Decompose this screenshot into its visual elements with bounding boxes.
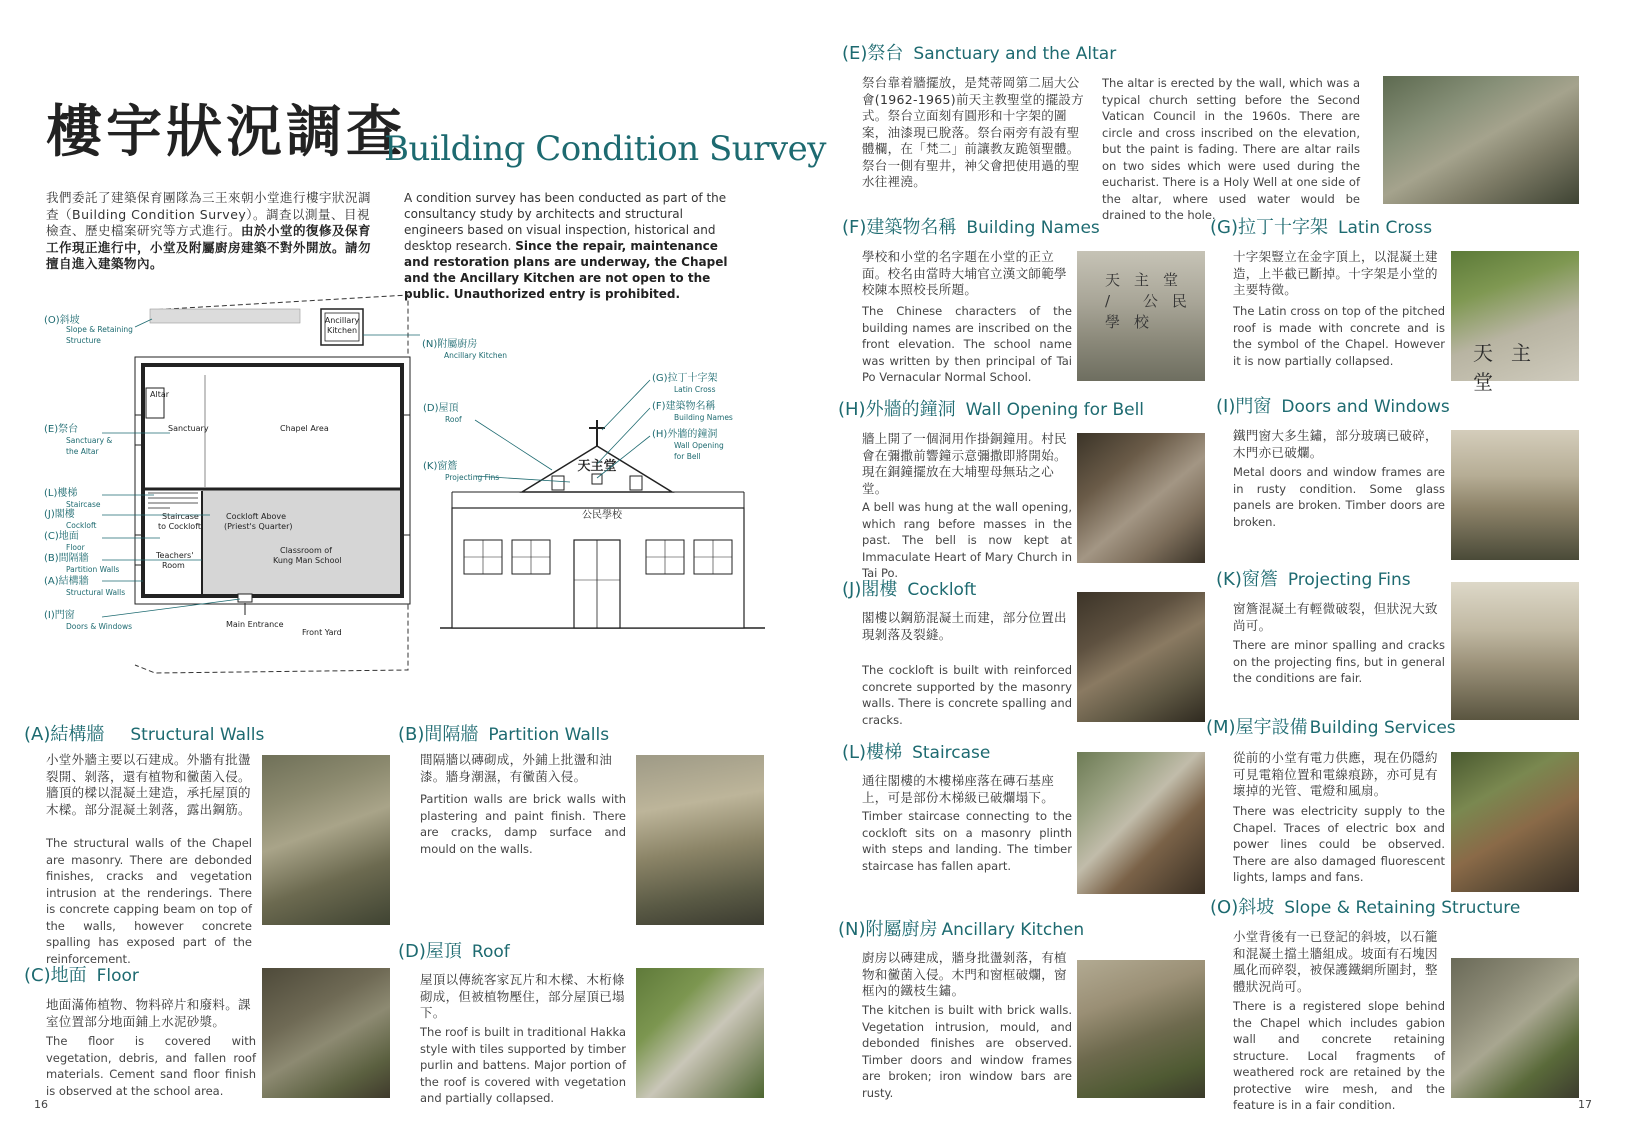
section-f-en: The Chinese characters of the building names are inscribed on the front elevation. The school name was written by then principal of Tai Po Vernacular Normal School. bbox=[862, 304, 1072, 384]
section-i-en: Metal doors and window frames are in rusty condition. Some glass panels are broken. Timber doors are broken. bbox=[1233, 465, 1445, 529]
page-title-en: Building Condition Survey bbox=[384, 129, 826, 169]
section-g-title: (G)拉丁十字架 Latin Cross bbox=[1210, 217, 1433, 238]
section-j-zh: 閣樓以鋼筋混凝土而建，部分位置出現剝落及裂縫。 bbox=[862, 610, 1067, 642]
plan-label-e: (E)祭台 Sanctuary & the Altar bbox=[44, 424, 113, 456]
photo-roof bbox=[636, 968, 764, 1098]
plan-front-yard: Front Yard bbox=[302, 628, 342, 637]
plan-room-sanctuary: Sanctuary bbox=[168, 424, 209, 433]
section-d-title: (D)屋頂 Roof bbox=[398, 941, 510, 962]
plan-room-chapel: Chapel Area bbox=[280, 424, 329, 433]
section-b-en: Partition walls are brick walls with plastering and paint finish. There are cracks, damp surface and mould on the walls. bbox=[420, 792, 626, 856]
photo-slope bbox=[1451, 958, 1579, 1098]
section-o-title: (O)斜坡 Slope & Retaining Structure bbox=[1210, 897, 1521, 918]
section-k-zh: 窗簷混凝土有輕微破裂，但狀況大致尚可。 bbox=[1233, 601, 1438, 633]
section-i-zh: 鐵門窗大多生鏽，部分玻璃已破碎，木門亦已破爛。 bbox=[1233, 428, 1438, 460]
photo-partition-walls bbox=[636, 755, 764, 925]
section-a-title: (A)結構牆 Structural Walls bbox=[24, 724, 265, 745]
section-a-en: The structural walls of the Chapel are masonry. There are debonded finishes, cracks and vegetation intrusion at the renderings. There is concrete capping beam on top of the walls, however concrete spalling has exposed part of the reinforcement. bbox=[46, 836, 252, 966]
section-l-zh: 通往閣樓的木樓梯座落在磚石基座上，可是部份木梯級已破爛塌下。 bbox=[862, 773, 1055, 805]
intro-en: A condition survey has been conducted as part of the consultancy study by architects and structural engineers based on visual inspection, historical and desktop research. Since the repair, maintenance and restoration plans are underway, the Chapel and the Ancillary Kitchen are not open to the public. Unauthorized entry is prohibited. bbox=[404, 191, 728, 301]
section-e-title: (E)祭台 Sanctuary and the Altar bbox=[842, 43, 1117, 64]
plan-room-cockloft: Cockloft Above (Priest's Quarter) bbox=[224, 512, 293, 531]
plan-label-b: (B)間隔牆 Partition Walls bbox=[44, 553, 120, 574]
photo-sign-f: 天主堂 / 公民學校 bbox=[1105, 271, 1201, 331]
intro-zh: 我們委託了建築保育團隊為三王來朝小堂進行樓宇狀況調查（Building Condition Survey）。調查以測量、目視檢查、歷史檔案研究等方式進行。由於小堂的復修及保育工作現正進行中，小堂及附屬廚房建築不對外開放。請勿擅自進入建築物內。 bbox=[46, 190, 372, 271]
section-c-zh: 地面滿佈植物、物料碎片和廢料。課室位置部分地面鋪上水泥砂漿。 bbox=[46, 997, 251, 1029]
elevation-sign-bottom: 公民學校 bbox=[582, 510, 622, 521]
plan-room-kitchen: Ancillary Kitchen bbox=[324, 316, 360, 335]
section-c-en: The floor is covered with vegetation, debris, and fallen roof materials. Cement sand floor finish is observed at the school area. bbox=[46, 1034, 256, 1098]
section-e-zh: 祭台靠着牆擺放，是梵蒂岡第二屆大公會(1962-1965)前天主教聖堂的擺設方式。祭台立面刻有圓形和十字架的圖案，油漆現已脫落。祭台兩旁有設有聖體欄，在「梵二」前讓教友跪領聖體。祭台一側有聖井，神父會把使用過的聖水往裡澆。 bbox=[862, 75, 1084, 189]
section-c-title: (C)地面 Floor bbox=[24, 965, 139, 986]
plan-main-entrance: Main Entrance bbox=[226, 620, 284, 629]
section-d-zh: 屋頂以傳統客家瓦片和木樑、木桁條砌成，但被植物壓住，部分屋頂已塌下。 bbox=[420, 972, 625, 1020]
photo-doors-windows bbox=[1451, 430, 1579, 560]
section-j-title: (J)閣樓 Cockloft bbox=[842, 579, 977, 600]
plan-label-d: (D)屋頂 Roof bbox=[423, 403, 462, 424]
photo-altar bbox=[1383, 76, 1579, 204]
plan-label-o: (O)斜坡 Slope & Retaining Structure bbox=[44, 315, 133, 345]
section-i-title: (I)門窗 Doors and Windows bbox=[1216, 396, 1450, 417]
plan-room-teachers: Teachers' Room bbox=[156, 551, 194, 570]
section-f-zh: 學校和小堂的名字題在小堂的正立面。校名由當時大埔官立漢文師範學校陳本照校長所題。 bbox=[862, 249, 1067, 297]
plan-room-classroom: Classroom of Kung Man School bbox=[273, 546, 342, 565]
photo-projecting-fins bbox=[1451, 582, 1579, 720]
photo-building-services bbox=[1451, 752, 1579, 892]
page-title-zh: 樓宇狀況調查 bbox=[46, 99, 406, 165]
section-o-zh: 小堂背後有一已登記的斜坡，以石籠和混凝土擋土牆組成。坡面有石塊因風化而碎裂，被保護鐵網所圍封，整體狀況尚可。 bbox=[1233, 929, 1438, 994]
section-e-en: The altar is erected by the wall, which was a typical church setting before the Second Vatican Council in the 1960s. There are circle and cross inscribed on the elevation, but the paint is fading. There are altar rails on two sides which were used during the eucharist. There is a Holy Well at one side of the altar, where used water would be drained to the hole. bbox=[1102, 76, 1360, 222]
section-k-en: There are minor spalling and cracks on the projecting fins, but in general the conditions are fair. bbox=[1233, 638, 1445, 685]
section-l-en: Timber staircase connecting to the cockloft sits on a masonry plinth with steps and landing. The timber staircase has fallen apart. bbox=[862, 809, 1072, 873]
plan-label-l: (L)樓梯 Staircase bbox=[44, 488, 101, 509]
section-d-en: The roof is built in traditional Hakka style with tiles supported by timber purlin and battens. Major portion of the roof is covered with vegetation and partially collapsed. bbox=[420, 1025, 626, 1105]
plan-label-k: (K)窗簷 Projecting Fins bbox=[423, 461, 500, 482]
section-n-zh: 廚房以磚建成，牆身批盪剝落，有植物和黴菌入侵。木門和窗框破爛，窗框內的鐵枝生鏽。 bbox=[862, 950, 1067, 998]
photo-structural-walls bbox=[262, 755, 390, 925]
page-number-left: 16 bbox=[34, 1098, 48, 1111]
section-l-title: (L)樓梯 Staircase bbox=[842, 742, 991, 763]
photo-latin-cross bbox=[1451, 251, 1579, 394]
section-f-title: (F)建築物名稱 Building Names bbox=[842, 217, 1100, 238]
elevation-sign-top: 天主堂 bbox=[577, 459, 617, 474]
plan-label-a: (A)結構牆 Structural Walls bbox=[44, 576, 126, 597]
plan-label-n: (N)附屬廚房 Ancillary Kitchen bbox=[422, 339, 507, 360]
plan-label-f: (F)建築物名稱 Building Names bbox=[652, 401, 733, 422]
photo-bell-opening bbox=[1077, 433, 1205, 563]
section-j-en: The cockloft is built with reinforced concrete supported by the masonry walls. There is concrete spalling and cracks. bbox=[862, 663, 1072, 727]
photo-ancillary-kitchen bbox=[1077, 960, 1205, 1098]
section-m-title: (M)屋宇設備 Building Services bbox=[1206, 717, 1456, 738]
photo-staircase bbox=[1077, 752, 1205, 894]
section-b-zh: 間隔牆以磚砌成，外鋪上批盪和油漆。牆身潮濕，有黴菌入侵。 bbox=[420, 752, 613, 784]
section-m-en: There was electricity supply to the Chapel. Traces of electric box and power lines could be observed. There are also damaged fluorescent lights, lamps and fans. bbox=[1233, 804, 1445, 884]
photo-floor bbox=[262, 968, 390, 1098]
plan-label-i: (I)門窗 Doors & Windows bbox=[44, 610, 133, 631]
section-h-en: A bell was hung at the wall opening, which rang before masses in the past. The bell is now kept at Immaculate Heart of Mary Church in Tai Po. bbox=[862, 500, 1072, 580]
section-h-zh: 牆上開了一個洞用作掛銅鐘用。村民會在彌撒前響鐘示意彌撒即將開始。現在銅鐘擺放在大埔聖母無玷之心堂。 bbox=[862, 431, 1067, 496]
section-b-title: (B)間隔牆 Partition Walls bbox=[398, 724, 610, 745]
plan-label-c: (C)地面 Floor bbox=[44, 531, 85, 552]
plan-room-altar: Altar bbox=[150, 390, 170, 399]
plan-label-g: (G)拉丁十字架 Latin Cross bbox=[652, 373, 718, 394]
plan-label-h: (H)外牆的鐘洞 Wall Opening for Bell bbox=[652, 429, 724, 461]
photo-cockloft bbox=[1077, 592, 1205, 722]
section-g-en: The Latin cross on top of the pitched roof is made with concrete and is the symbol of the Chapel. However it is now partially collapsed. bbox=[1233, 304, 1445, 368]
section-a-zh: 小堂外牆主要以石建成。外牆有批盪裂開、剝落，還有植物和黴菌入侵。牆頂的樑以混凝土建造，承托屋頂的木樑。部分混凝土剝落，露出鋼筋。 bbox=[46, 752, 251, 817]
section-h-title: (H)外牆的鐘洞 Wall Opening for Bell bbox=[838, 399, 1145, 420]
section-g-zh: 十字架豎立在金字頂上，以混凝土建造，上半截已斷掉。十字架是小堂的主要特徵。 bbox=[1233, 249, 1438, 297]
section-k-title: (K)窗簷 Projecting Fins bbox=[1216, 569, 1411, 590]
section-m-zh: 從前的小堂有電力供應，現在仍隱約可見電箱位置和電線痕跡，亦可見有壞掉的光管、電燈和風扇。 bbox=[1233, 750, 1438, 798]
section-n-title: (N)附屬廚房 Ancillary Kitchen bbox=[838, 919, 1085, 940]
photo-building-names bbox=[1077, 251, 1205, 381]
section-n-en: The kitchen is built with brick walls. Vegetation intrusion, mould, and debonded finishes are observed. Timber doors and window frames are broken; iron window bars are rusty. bbox=[862, 1003, 1072, 1100]
section-o-en: There is a registered slope behind the Chapel which includes gabion wall and concrete retaining structure. Local fragments of weathered rock are retained by the protective wire mesh, and the feature is in a fair condition. bbox=[1233, 999, 1445, 1112]
page-number-right: 17 bbox=[1578, 1098, 1592, 1111]
plan-label-j: (J)閣樓 Cockloft bbox=[44, 509, 97, 530]
photo-sign-g: 天主堂 bbox=[1473, 341, 1549, 394]
plan-room-staircase: Staircase to Cockloft bbox=[158, 512, 202, 531]
